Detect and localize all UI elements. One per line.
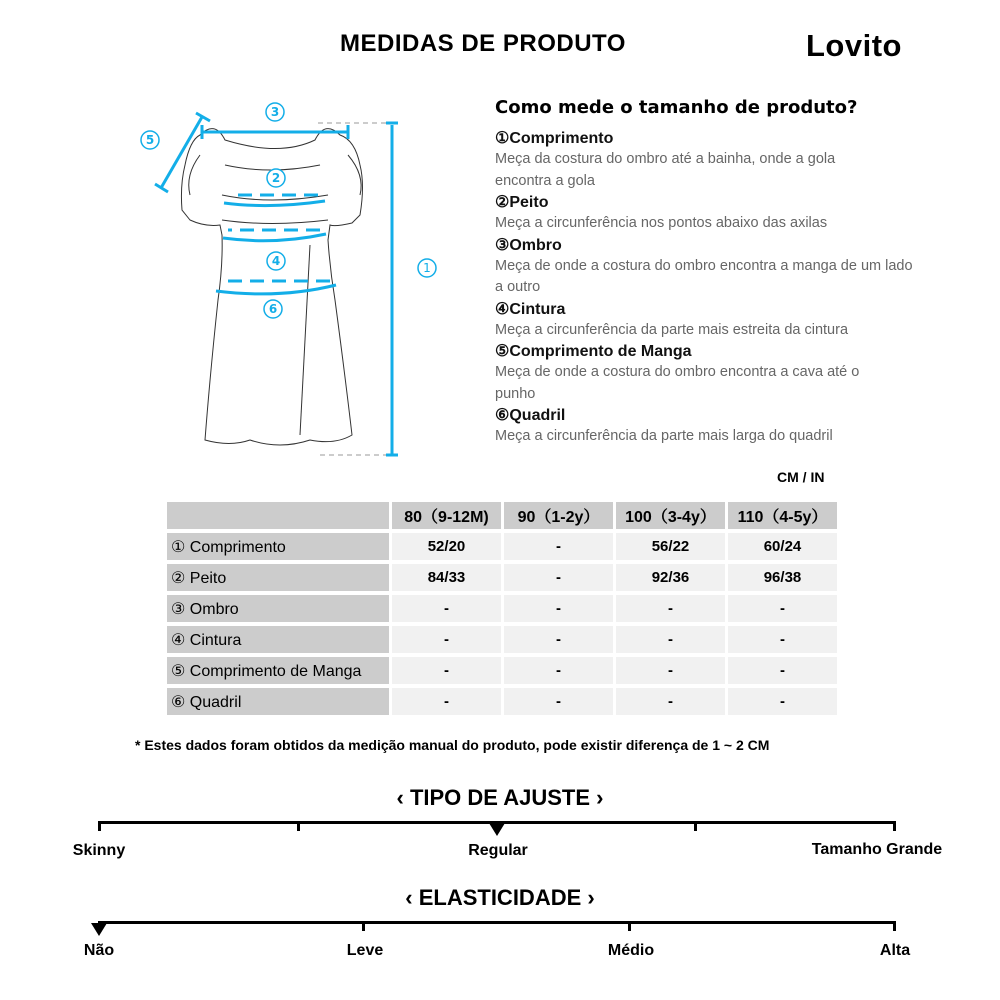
table-cell: - [504, 626, 613, 653]
instruction-description: Meça a circunferência da parte mais larga do quadril [495, 428, 833, 444]
instruction-description: Meça a circunferência da parte mais estreita da cintura [495, 321, 849, 338]
table-header-row [167, 502, 837, 529]
instruction-item [495, 341, 925, 405]
table-row [167, 688, 837, 715]
instruction-heading: ⑤Comprimento de Manga [495, 343, 692, 360]
elasticity-label-leve: Leve [346, 942, 384, 959]
table-cell: - [728, 657, 837, 684]
label-2: 2 [271, 171, 281, 185]
instruction-heading: ①Comprimento [495, 130, 614, 147]
label-1: 1 [423, 261, 431, 275]
instruction-heading: ④Cintura [495, 300, 566, 318]
table-cell: 84/33 [392, 564, 501, 591]
size-column-header: 110（4-5y） [728, 502, 837, 529]
table-cell: - [616, 657, 725, 684]
elasticity-label-medio: Médio [607, 942, 655, 959]
row-label: ① Comprimento [167, 533, 389, 560]
instruction-description: Meça de onde a costura do ombro encontra a cava até o punho [495, 364, 860, 402]
elasticity-tick [893, 921, 896, 931]
row-label: ⑥ Quadril [167, 688, 389, 715]
table-cell: - [616, 688, 725, 715]
table-cell: - [504, 657, 613, 684]
fit-selected-marker-icon [489, 823, 505, 836]
elasticity-title: ‹ ELASTICIDADE › [405, 885, 595, 910]
instruction-item [495, 192, 925, 235]
table-cell: - [728, 688, 837, 715]
dress-diagram [130, 95, 450, 465]
size-column-header: 90（1-2y） [504, 502, 613, 529]
row-label: ② Peito [167, 564, 389, 591]
instruction-heading: ③Ombro [495, 236, 562, 254]
page-title: MEDIDAS DE PRODUTO [340, 30, 626, 57]
fit-label-skinny: Skinny [72, 842, 126, 859]
instruction-item [495, 299, 925, 342]
instruction-item [495, 405, 925, 448]
table-cell: - [616, 626, 725, 653]
table-row [167, 595, 837, 622]
fit-tick [893, 821, 896, 831]
instruction-description: Meça da costura do ombro até a bainha, onde a gola encontra a gola [495, 151, 836, 189]
label-5: 5 [145, 133, 155, 147]
table-cell: 56/22 [616, 533, 725, 560]
unit-label: CM / IN [777, 469, 825, 485]
instruction-description: Meça de onde a costura do ombro encontra a manga de um lado a outro [495, 257, 913, 295]
table-cell: - [728, 595, 837, 622]
fit-tick [694, 821, 697, 831]
table-row [167, 533, 837, 560]
table-cell: 52/20 [392, 533, 501, 560]
table-cell: - [616, 595, 725, 622]
label-6: 6 [268, 302, 278, 316]
table-cell: - [392, 657, 501, 684]
instructions-title: Como mede o tamanho de produto? [495, 97, 858, 118]
table-cell: - [392, 688, 501, 715]
table-corner-cell [167, 502, 389, 529]
instruction-heading: ②Peito [495, 194, 549, 211]
size-column-header: 100（3-4y） [616, 502, 725, 529]
table-cell: - [728, 626, 837, 653]
label-4: 4 [271, 254, 281, 268]
elasticity-tick [362, 921, 365, 931]
instruction-description: Meça a circunferência nos pontos abaixo das axilas [495, 215, 828, 231]
table-cell: 60/24 [728, 533, 837, 560]
table-cell: 96/38 [728, 564, 837, 591]
table-cell: - [504, 595, 613, 622]
size-table [164, 498, 840, 719]
measurement-note: * Estes dados foram obtidos da medição manual do produto, pode existir diferença de 1 ~ 2 CM [135, 737, 770, 753]
row-label: ④ Cintura [167, 626, 389, 653]
instruction-heading: ⑥Quadril [495, 407, 566, 424]
fit-label-tamanho-grande: Tamanho Grande [811, 841, 943, 858]
fit-label-regular: Regular [468, 842, 528, 859]
table-cell: - [392, 626, 501, 653]
elasticity-label-alta: Alta [879, 942, 911, 959]
fit-type-title: ‹ TIPO DE AJUSTE › [396, 785, 604, 810]
table-cell: - [504, 564, 613, 591]
table-cell: - [504, 688, 613, 715]
instructions-list [495, 128, 925, 448]
instruction-item [495, 235, 925, 299]
row-label: ⑤ Comprimento de Manga [167, 657, 389, 684]
fit-tick [297, 821, 300, 831]
table-row [167, 626, 837, 653]
table-cell: - [504, 533, 613, 560]
label-3: 3 [270, 105, 280, 119]
table-row [167, 657, 837, 684]
instruction-item [495, 128, 925, 192]
table-cell: 92/36 [616, 564, 725, 591]
elasticity-scale-line [98, 921, 896, 924]
measurement-lines [155, 113, 398, 455]
elasticity-tick [628, 921, 631, 931]
table-cell: - [392, 595, 501, 622]
table-row [167, 564, 837, 591]
guide-dashes [318, 123, 386, 455]
size-column-header: 80（9-12M) [392, 502, 501, 529]
elasticity-selected-marker-icon [91, 923, 107, 936]
row-label: ③ Ombro [167, 595, 389, 622]
elasticity-label-nao: Não [83, 942, 115, 959]
fit-tick [98, 821, 101, 831]
brand-logo: Lovito [806, 28, 902, 63]
